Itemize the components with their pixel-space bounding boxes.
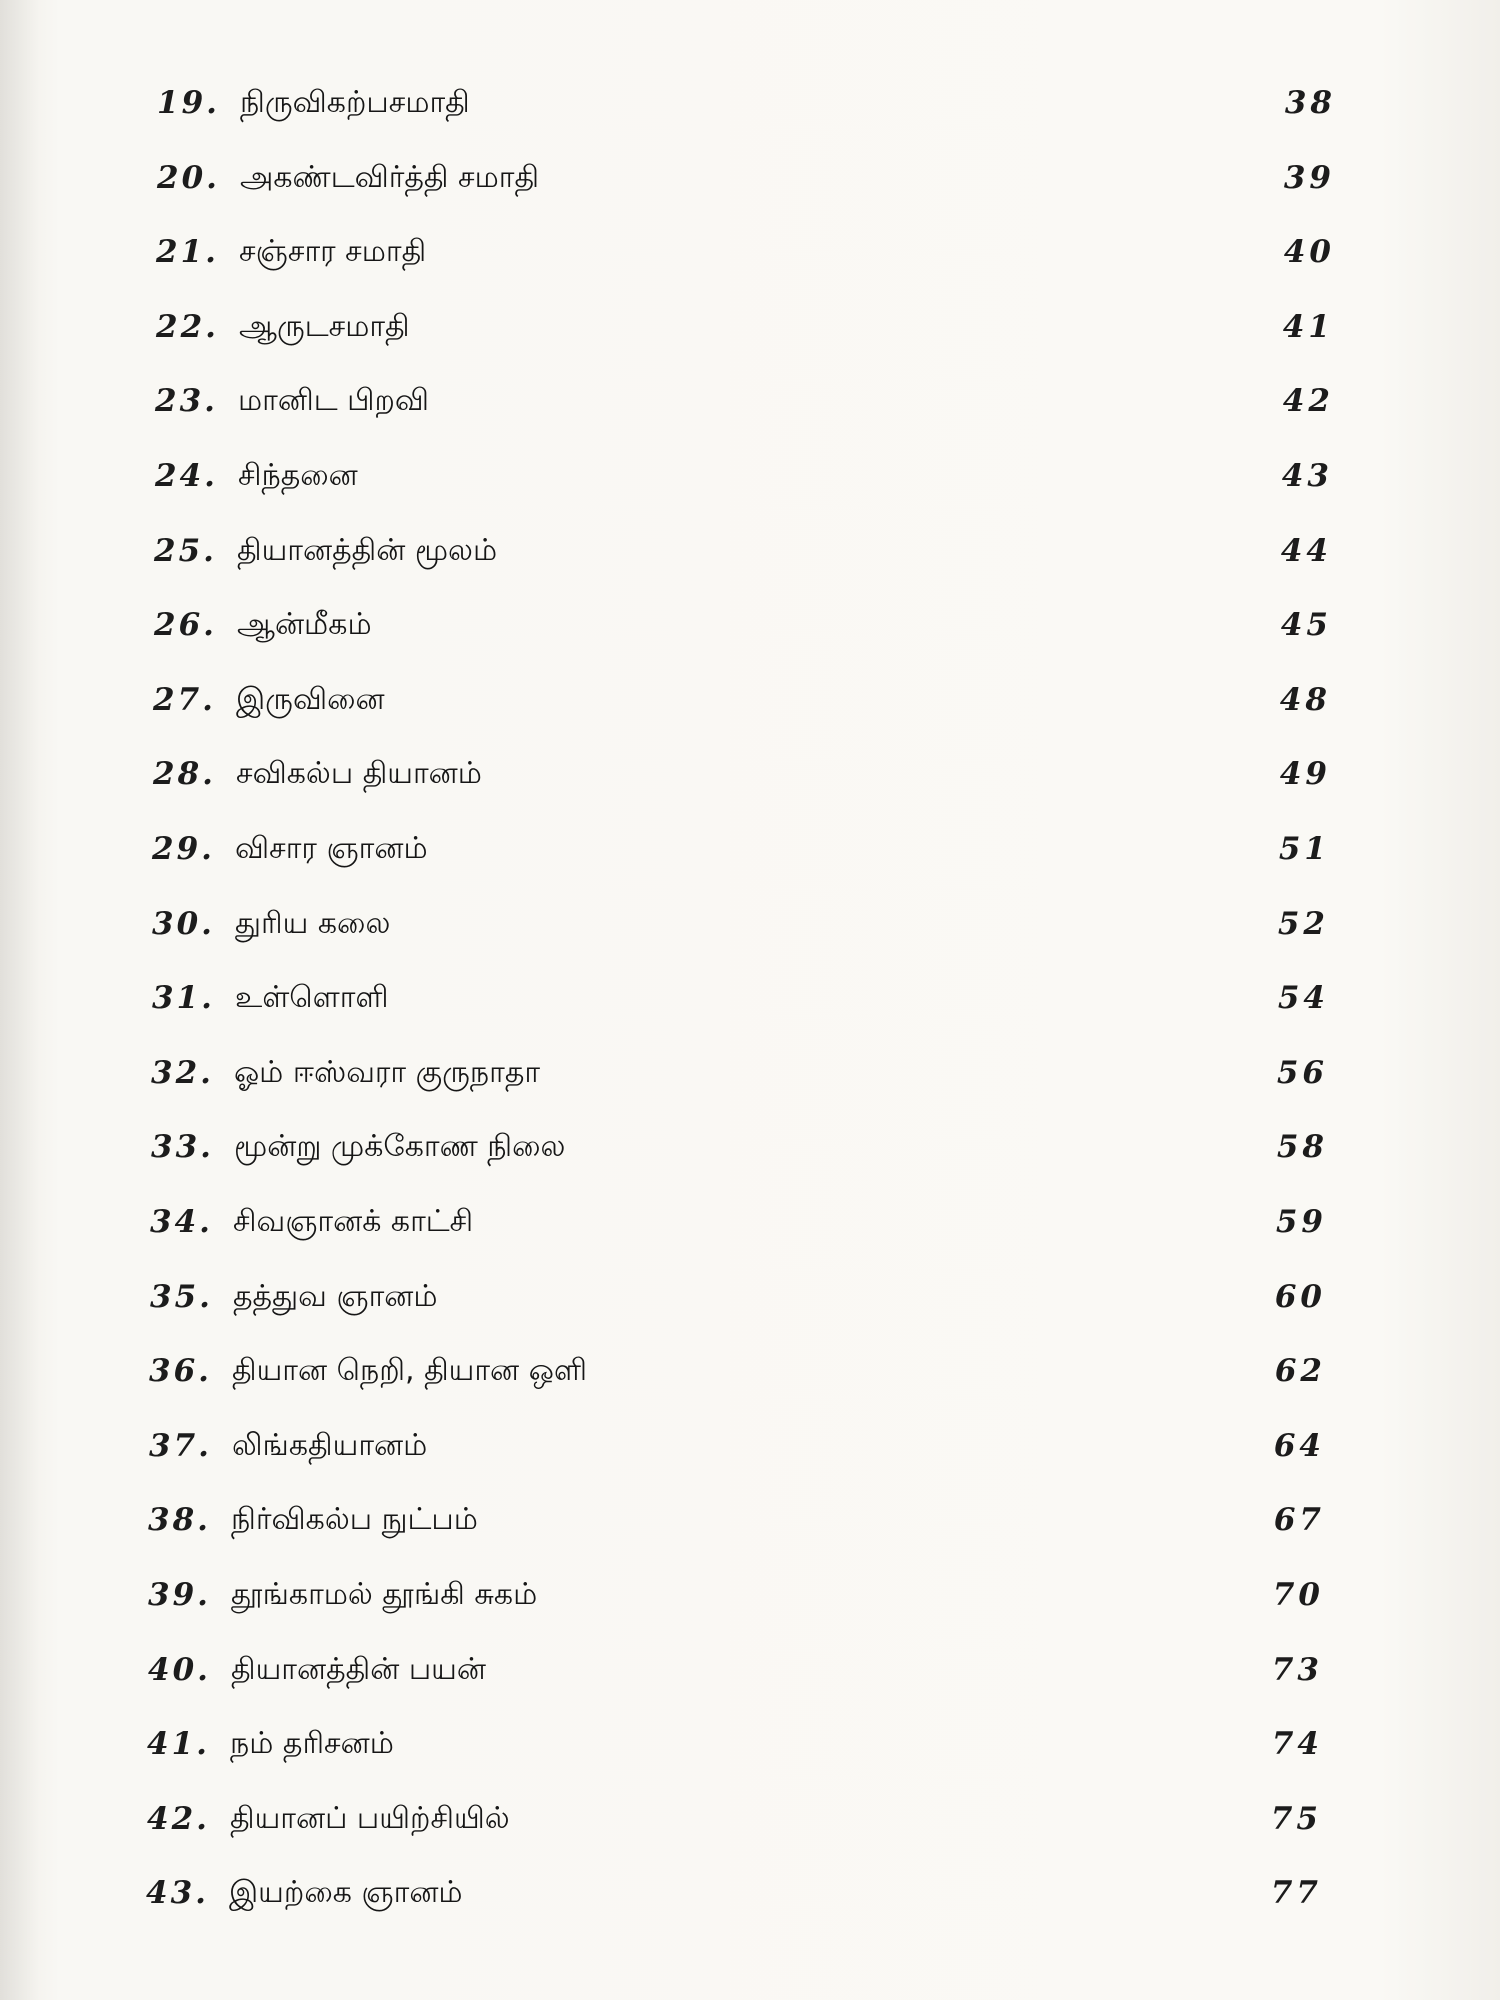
toc-entry (0, 1500, 1500, 1560)
toc-entry (0, 1650, 1500, 1710)
toc-entry-title: மானிட பிறவி (238, 383, 430, 419)
toc-entry (0, 1127, 1500, 1187)
toc-entry-page-number: 52 (1277, 905, 1329, 942)
toc-entry-title: உள்ளொளி (235, 980, 389, 1016)
toc-entry (0, 1873, 1500, 1933)
toc-entry-title: லிங்கதியானம் (232, 1427, 428, 1463)
toc-entry-title: சவிகல்ப தியானம் (236, 756, 482, 792)
toc-entry-number: 19. (157, 85, 220, 121)
toc-entry-page-number: 75 (1270, 1800, 1322, 1837)
toc-entry-page-number: 70 (1272, 1577, 1324, 1613)
toc-entry-title: நிர்விகல்ப நுட்பம் (231, 1502, 478, 1538)
toc-entry-number: 35. (150, 1278, 213, 1315)
toc-entry-number: 40. (148, 1651, 211, 1688)
toc-entry-title: தூங்காமல் தூங்கி சுகம் (231, 1577, 538, 1612)
toc-entry-page-number: 67 (1273, 1502, 1325, 1539)
toc-entry-title: தியானத்தின் மூலம் (237, 532, 498, 568)
toc-entry-page-number: 56 (1276, 1054, 1328, 1091)
toc-entry (0, 1575, 1500, 1635)
toc-entry (0, 1202, 1500, 1262)
toc-entry-number: 25. (154, 532, 217, 569)
toc-entry-page-number: 58 (1276, 1129, 1328, 1166)
toc-entry-page-number: 48 (1279, 681, 1331, 718)
toc-entry (0, 829, 1500, 889)
toc-entry-number: 26. (154, 607, 217, 644)
toc-entry-title: நிருவிகற்பசமாதி (240, 85, 470, 120)
toc-entry-title: இருவினை (236, 681, 385, 717)
toc-entry-title: தியானப் பயிற்சியில் (230, 1800, 510, 1836)
toc-entry (0, 1426, 1500, 1486)
toc-entry (0, 381, 1500, 441)
toc-entry-page-number: 39 (1283, 159, 1335, 196)
toc-entry-title: சிந்தனை (238, 458, 358, 493)
toc-entry-number: 43. (146, 1875, 209, 1912)
toc-entry-page-number: 77 (1270, 1875, 1322, 1912)
toc-entry-page-number: 40 (1283, 234, 1335, 271)
toc-entry (0, 904, 1500, 964)
toc-entry-number: 21. (156, 234, 219, 271)
toc-entry (0, 754, 1500, 814)
toc-entry-number: 28. (153, 756, 216, 793)
toc-entry-number: 29. (152, 831, 215, 867)
toc-entry (0, 83, 1500, 143)
toc-entry (0, 605, 1500, 665)
toc-entry-title: ஓம் ஈஸ்வரா குருநாதா (234, 1054, 541, 1090)
toc-entry-number: 23. (155, 383, 218, 420)
toc-entry-page-number: 44 (1280, 532, 1332, 569)
toc-entry-title: மூன்று முக்கோண நிலை (234, 1129, 566, 1165)
toc-entry-number: 36. (149, 1353, 212, 1390)
toc-entry-page-number: 62 (1274, 1353, 1326, 1390)
toc-entry-title: ஆன்மீகம் (237, 607, 372, 643)
toc-entry-number: 31. (152, 980, 215, 1017)
toc-entry (0, 531, 1500, 591)
toc-entry-number: 41. (147, 1726, 210, 1763)
toc-entry-page-number: 42 (1282, 383, 1334, 420)
toc-entry-page-number: 74 (1271, 1726, 1323, 1763)
toc-entry-page-number: 38 (1284, 85, 1336, 121)
toc-entry-page-number: 54 (1277, 980, 1329, 1017)
toc-entry-page-number: 51 (1278, 831, 1330, 867)
toc-entry-number: 24. (155, 458, 218, 494)
toc-entry (0, 1799, 1500, 1859)
toc-entry-page-number: 49 (1279, 756, 1331, 793)
toc-entry (0, 978, 1500, 1038)
toc-entry (0, 307, 1500, 367)
toc-entry-number: 38. (148, 1502, 211, 1539)
toc-entry-number: 20. (157, 159, 220, 196)
toc-entry (0, 1351, 1500, 1411)
toc-entry-page-number: 59 (1275, 1204, 1327, 1240)
toc-entry-title: தியானத்தின் பயன் (231, 1651, 486, 1687)
toc-entry-title: சிவஞானக் காட்சி (233, 1204, 474, 1239)
toc-entry (0, 232, 1500, 292)
toc-entry-number: 34. (150, 1204, 213, 1240)
toc-entry (0, 1277, 1500, 1337)
toc-entry (0, 680, 1500, 740)
toc-entry (0, 1724, 1500, 1784)
toc-entry-title: அகண்டவிர்த்தி சமாதி (240, 159, 540, 195)
toc-entry-number: 22. (156, 308, 219, 345)
toc-entry-title: நம் தரிசனம் (230, 1726, 394, 1762)
toc-entry-page-number: 73 (1271, 1651, 1323, 1688)
toc-entry-title: தியான நெறி, தியான ஒளி (232, 1353, 587, 1389)
toc-entry-page-number: 64 (1273, 1427, 1325, 1464)
toc-entry (0, 1053, 1500, 1113)
toc-entry-title: சஞ்சார சமாதி (239, 234, 427, 270)
toc-entry-number: 39. (148, 1577, 211, 1613)
toc-entry-page-number: 45 (1280, 607, 1332, 644)
toc-entry-number: 37. (149, 1427, 212, 1464)
toc-entry-title: துரிய கலை (235, 905, 391, 941)
toc-entry-number: 30. (152, 905, 215, 942)
toc-entry-title: இயற்கை ஞானம் (229, 1875, 463, 1911)
toc-entry-number: 27. (153, 681, 216, 718)
toc-entry-title: தத்துவ ஞானம் (233, 1278, 438, 1314)
toc-entry-number: 33. (151, 1129, 214, 1166)
toc-entry (0, 456, 1500, 516)
toc-entry-page-number: 43 (1281, 458, 1333, 494)
toc-entry-title: விசார ஞானம் (235, 831, 428, 866)
toc-entry-number: 32. (151, 1054, 214, 1091)
toc-entry-number: 42. (147, 1800, 210, 1837)
toc-entry-page-number: 60 (1274, 1278, 1326, 1315)
toc-entry-page-number: 41 (1282, 308, 1334, 345)
toc-entry-title: ஆருடசமாதி (239, 308, 410, 344)
toc-entry (0, 158, 1500, 218)
